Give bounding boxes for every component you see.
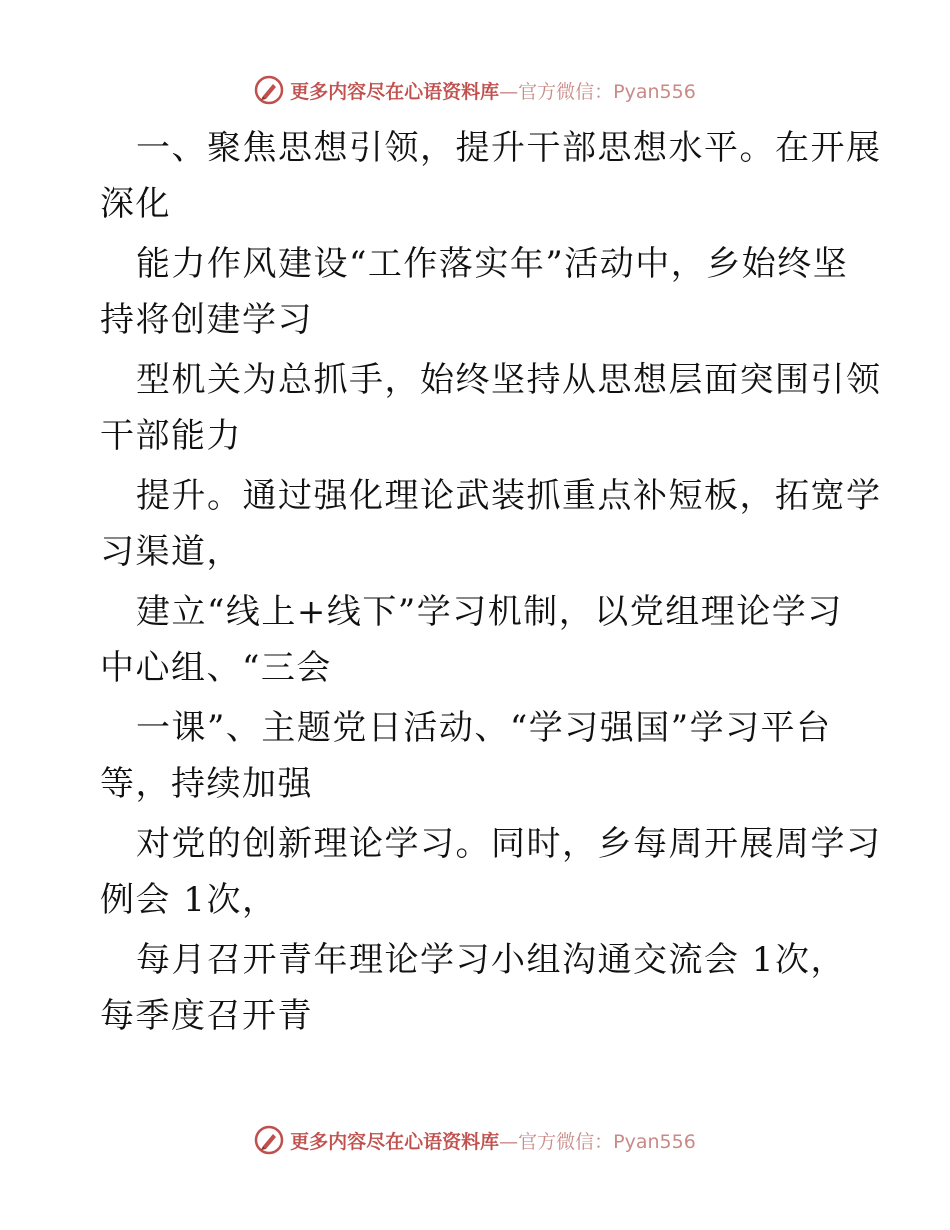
header-banner-text: 更多内容尽在心语资料库—官方微信：Pyan556 [290, 80, 696, 103]
footer-banner-text: 更多内容尽在心语资料库—官方微信：Pyan556 [290, 1130, 696, 1153]
body-line: 深化 [100, 184, 171, 224]
body-line: 例会 1次， [100, 880, 278, 920]
body-line: 每季度召开青 [100, 996, 313, 1036]
body-line: 一课”、主题党日活动、“学习强国”学习平台 [136, 708, 832, 748]
body-line: 持将创建学习 [100, 300, 313, 340]
body-line: 建立“线上+线下”学习机制，以党组理论学习 [136, 592, 843, 632]
footer-banner [0, 1120, 950, 1160]
pen-logo-icon [254, 1125, 284, 1155]
body-line: 习渠道， [100, 532, 242, 572]
body-line: 中心组、“三会 [100, 648, 332, 688]
header-banner [0, 70, 950, 110]
body-line: 能力作风建设“工作落实年”活动中，乡始终坚 [136, 244, 849, 284]
body-line: 对党的创新理论学习。同时，乡每周开展周学习 [136, 824, 882, 864]
body-line: 每月召开青年理论学习小组沟通交流会 1次， [136, 940, 846, 980]
body-line: 等，持续加强 [100, 764, 313, 804]
pen-logo-icon [254, 75, 284, 105]
body-line: 提升。通过强化理论武装抓重点补短板，拓宽学 [136, 476, 882, 516]
body-line: 一、聚焦思想引领，提升干部思想水平。在开展 [136, 128, 882, 168]
body-line: 型机关为总抓手，始终坚持从思想层面突围引领 [136, 360, 882, 400]
body-line: 干部能力 [100, 416, 242, 456]
